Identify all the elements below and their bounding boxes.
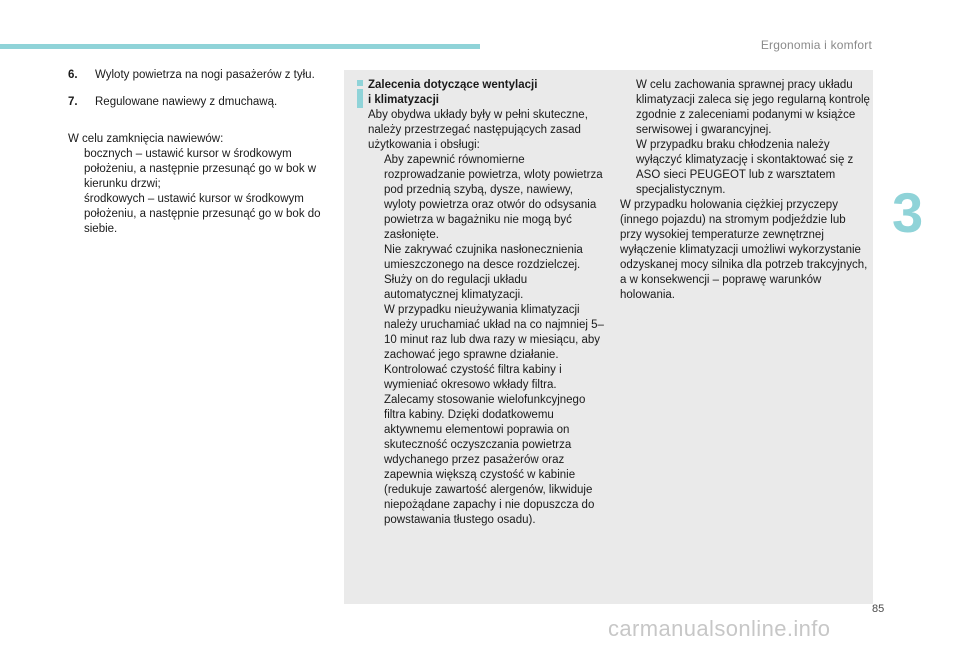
page-number: 85 bbox=[872, 603, 885, 615]
chapter-number: 3 bbox=[892, 181, 924, 244]
closing-vents-list bbox=[68, 147, 328, 237]
section-title: Ergonomia i komfort bbox=[760, 38, 872, 52]
info-icon bbox=[353, 80, 367, 108]
list-item bbox=[68, 192, 328, 237]
left-column bbox=[68, 68, 328, 237]
numbered-item bbox=[68, 95, 328, 110]
list-item-text: W przypadku braku chłodzenia należy wyłączyć klimatyzację i skontaktować się z ASO sieci PEUGEOT lub z warsztatem specjalistycznym. bbox=[636, 139, 854, 196]
list-item bbox=[368, 153, 604, 243]
watermark: carmanualsonline.info bbox=[608, 616, 831, 641]
list-item bbox=[368, 243, 604, 303]
list-item bbox=[620, 78, 870, 138]
list-item-text: W przypadku nieużywania klimatyzacji należy uruchamiać układ na co najmniej 5–10 minut raz lub dwa razy w miesiącu, aby zachować jego sprawne działanie. bbox=[384, 304, 604, 361]
recommendations-list bbox=[368, 153, 604, 528]
list-item-text: bocznych – ustawić kursor w środkowym położeniu, a następnie przesunąć go w bok w kierunku drzwi; bbox=[84, 148, 317, 190]
list-item-text: Kontrolować czystość filtra kabiny i wymieniać okresowo wkłady filtra. Zalecamy stosowanie wielofunkcyjnego filtra kabiny. Dzięki dodatkowemu aktywnemu elementowi poprawia on skuteczność oczyszczania powietrza wdychanego przez pasażerów oraz zapewnia większą czystość w kabinie (redukuje zawartość alergenów, likwiduje niepożądane zapachy i nie dopuszcza do powstawania tłustego osadu). bbox=[384, 364, 595, 526]
list-item-text: W celu zachowania sprawnej pracy układu klimatyzacji zaleca się jego regularną kontrolę zgodnie z zaleceniami podanymi w książce serwisowej i gwarancyjnej. bbox=[636, 79, 870, 136]
list-item bbox=[68, 147, 328, 192]
list-item-text: Nie zakrywać czujnika nasłonecznienia umieszczonego na desce rozdzielczej. Służy on do regulacji układu automatycznej klimatyzacji. bbox=[384, 244, 583, 301]
box-title: Zalecenia dotyczące wentylacji i klimatyzacji bbox=[368, 79, 538, 106]
box-intro: Aby obydwa układy były w pełni skuteczne, należy przestrzegać następujących zasad użytkowania i obsługi: bbox=[368, 109, 588, 151]
recommendations-box bbox=[344, 70, 873, 604]
recommendations-list bbox=[620, 78, 870, 198]
recommendations-column-2 bbox=[620, 78, 870, 303]
list-item-text: Aby zapewnić równomierne rozprowadzanie powietrza, wloty powietrza pod przednią szybą, dysze, nawiewy, wyloty powietrza oraz otwór do odsysania powietrza w bagażniku nie mogą być zasłonięte. bbox=[384, 154, 603, 241]
numbered-item bbox=[68, 68, 328, 83]
item-text: Wyloty powietrza na nogi pasażerów z tyłu. bbox=[95, 69, 315, 81]
list-item bbox=[620, 138, 870, 198]
closing-vents-intro: W celu zamknięcia nawiewów: bbox=[68, 133, 224, 145]
towing-note: W przypadku holowania ciężkiej przyczepy (innego pojazdu) na stromym podjeździe lub przy wysokiej temperaturze zewnętrznej wyłączenie klimatyzacji umożliwi wykorzystanie odzyskanej mocy silnika dla potrzeb trakcyjnych, a w konsekwencji – poprawę warunków holowania. bbox=[620, 199, 868, 301]
item-number: 7. bbox=[68, 96, 78, 108]
item-number: 6. bbox=[68, 69, 78, 81]
header-accent-bar bbox=[0, 44, 480, 49]
list-item bbox=[368, 303, 604, 363]
list-item bbox=[368, 363, 604, 528]
item-text: Regulowane nawiewy z dmuchawą. bbox=[95, 96, 278, 108]
recommendations-column-1 bbox=[368, 78, 604, 528]
list-item-text: środkowych – ustawić kursor w środkowym położeniu, a następnie przesunąć go w bok do siebie. bbox=[84, 193, 321, 235]
